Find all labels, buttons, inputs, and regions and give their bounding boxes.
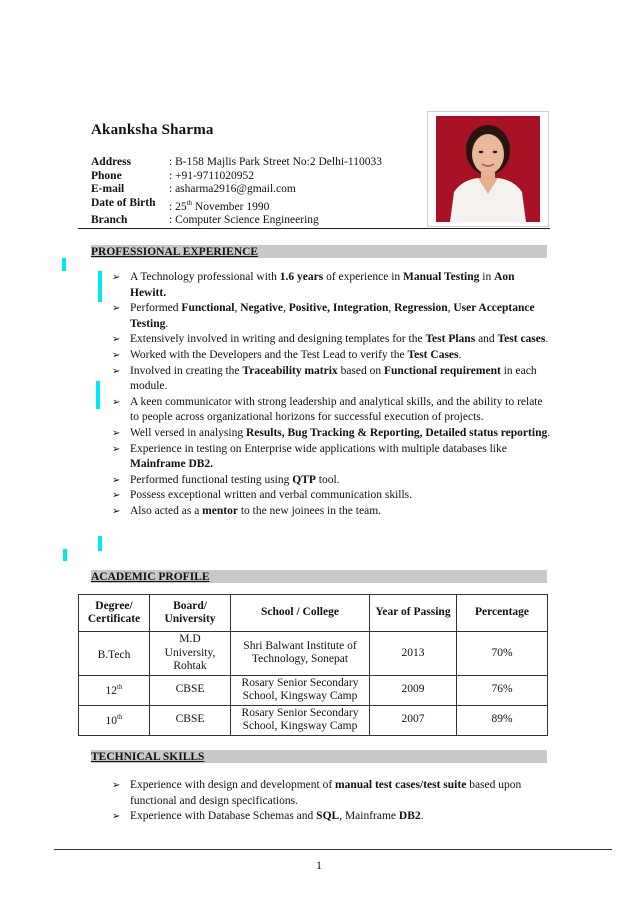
- item-text: ,: [234, 302, 241, 315]
- item-text: in each module.: [130, 364, 537, 393]
- item-text: Extensively involved in writing and designing templates for the: [130, 333, 426, 346]
- degree-cell: 12th: [79, 675, 150, 705]
- school-cell: Rosary Senior Secondary School, Kingsway Camp: [231, 705, 370, 735]
- dob-value: : 25th November 1990: [169, 198, 270, 213]
- branch-row: [91, 214, 382, 228]
- item-text: .: [420, 810, 424, 823]
- academic-profile-heading: ACADEMIC PROFILE: [91, 570, 547, 583]
- list-item: [112, 488, 552, 504]
- arrow-bullet-icon: ➢: [112, 490, 121, 502]
- list-item: [112, 442, 552, 473]
- page-number: 1: [316, 858, 322, 872]
- arrow-bullet-icon: ➢: [112, 334, 121, 346]
- arrow-bullet-icon: ➢: [112, 505, 121, 517]
- item-text: to the new joinees in the team.: [237, 504, 382, 517]
- address-row: [91, 156, 382, 170]
- item-text: and: [475, 333, 498, 346]
- item-text: Possess exceptional written and verbal communication skills.: [130, 489, 413, 502]
- item-text: based on: [337, 364, 384, 377]
- email-row: [91, 183, 382, 197]
- arrow-bullet-icon: ➢: [112, 272, 121, 283]
- board-cell: CBSE: [150, 675, 231, 705]
- emphasis-text: Test Plans: [425, 333, 476, 346]
- arrow-bullet-icon: ➢: [112, 811, 121, 823]
- emphasis-text: Functional: [181, 302, 235, 315]
- board-cell: CBSE: [150, 705, 231, 735]
- list-item: [112, 364, 552, 395]
- list-item: [112, 395, 552, 426]
- emphasis-text: Test Cases: [407, 348, 459, 361]
- year-cell: 2007: [370, 705, 457, 735]
- academic-table: [78, 594, 548, 736]
- emphasis-text: manual test cases/test suite: [335, 779, 467, 791]
- item-text: Experience in testing on Enterprise wide applications with multiple databases like: [130, 442, 507, 455]
- school-cell: Shri Balwant Institute of Technology, Sonepat: [231, 632, 370, 676]
- list-item: [112, 504, 552, 520]
- table-row: [79, 675, 548, 705]
- phone-label: Phone: [91, 169, 122, 182]
- dob-row: [91, 197, 382, 214]
- item-text: of experience in: [323, 271, 404, 283]
- branch-label: Branch: [91, 214, 128, 227]
- item-text: ,: [283, 302, 289, 315]
- emphasis-text: Manual Testing: [403, 271, 480, 283]
- emphasis-text: Aon Hewitt.: [130, 271, 515, 299]
- percentage-header: Percentage: [457, 595, 548, 632]
- percentage-cell: 76%: [457, 675, 548, 705]
- emphasis-text: Test cases: [497, 333, 546, 346]
- highlight-mark: [63, 549, 67, 561]
- technical-list: [112, 778, 552, 825]
- arrow-bullet-icon: ➢: [112, 396, 121, 408]
- table-header-row: [79, 595, 548, 632]
- item-text: Also acted as a: [130, 504, 203, 517]
- footer-divider: [54, 849, 612, 850]
- item-text: A keen communicator with strong leadership and analytical skills, and the ability to relate to people across organizational horizons for successful execution of projects.: [130, 395, 543, 424]
- item-text: tool.: [315, 473, 340, 486]
- item-text: based upon functional and design specifications.: [130, 779, 522, 807]
- list-item: [112, 809, 552, 825]
- degree-cell: 10th: [79, 705, 150, 735]
- item-text: .: [458, 348, 462, 361]
- list-item: [112, 426, 552, 442]
- item-text: Experience with design and development of: [130, 779, 336, 791]
- phone-row: [91, 170, 382, 184]
- emphasis-text: SQL: [316, 810, 340, 823]
- dob-label: Date of Birth: [91, 196, 156, 209]
- item-text: Experience with Database Schemas and: [130, 810, 317, 823]
- year-cell: 2013: [370, 632, 457, 676]
- highlight-mark: [98, 271, 102, 302]
- percentage-cell: 70%: [457, 632, 548, 676]
- emphasis-text: Regression: [394, 302, 448, 315]
- degree-cell: B.Tech: [79, 632, 150, 676]
- list-item: [112, 348, 552, 364]
- highlight-mark: [62, 258, 66, 271]
- phone-value: : +91-9711020952: [169, 169, 254, 182]
- board-cell: M.D University, Rohtak: [150, 632, 231, 676]
- item-text: A Technology professional with: [130, 271, 280, 283]
- emphasis-text: 1.6 years: [279, 271, 324, 283]
- item-text: Involved in creating the: [130, 364, 243, 377]
- profile-photo: [427, 111, 549, 227]
- technical-skills-heading: TECHNICAL SKILLS: [91, 750, 547, 763]
- email-label: E-mail: [91, 183, 125, 196]
- professional-experience-heading: PROFESSIONAL EXPERIENCE: [91, 245, 547, 258]
- highlight-mark: [96, 381, 100, 409]
- branch-value: : Computer Science Engineering: [169, 214, 319, 227]
- emphasis-text: QTP: [292, 473, 316, 486]
- arrow-bullet-icon: ➢: [112, 427, 121, 439]
- item-text: , Mainframe: [339, 810, 399, 823]
- emphasis-text: Functional requirement: [384, 364, 501, 377]
- table-row: [79, 632, 548, 676]
- school-cell: Rosary Senior Secondary School, Kingsway Camp: [231, 675, 370, 705]
- arrow-bullet-icon: ➢: [112, 443, 121, 455]
- list-item: [112, 332, 552, 348]
- item-text: .: [165, 317, 169, 330]
- list-item: [112, 270, 552, 301]
- degree-header: Degree/ Certificate: [79, 595, 150, 632]
- item-text: .: [547, 426, 551, 439]
- emphasis-text: Traceability matrix: [242, 364, 338, 377]
- arrow-bullet-icon: ➢: [112, 349, 121, 361]
- percentage-cell: 89%: [457, 705, 548, 735]
- emphasis-text: Results, Bug Tracking & Reporting, Detailed status reporting: [245, 426, 548, 439]
- year-header: Year of Passing: [370, 595, 457, 632]
- list-item: [112, 778, 552, 809]
- address-label: Address: [91, 156, 132, 168]
- arrow-bullet-icon: ➢: [112, 303, 121, 315]
- list-item: [112, 473, 552, 489]
- item-text: in: [479, 271, 495, 283]
- arrow-bullet-icon: ➢: [112, 780, 121, 791]
- board-header: Board/ University: [150, 595, 231, 632]
- emphasis-text: User Acceptance Testing: [130, 302, 535, 330]
- address-value: : B-158 Majlis Park Street No:2 Delhi-110033: [169, 156, 382, 168]
- year-cell: 2009: [370, 675, 457, 705]
- candidate-name: Akanksha Sharma: [91, 122, 214, 138]
- header-divider: [78, 228, 550, 229]
- emphasis-text: DB2: [398, 810, 421, 823]
- contact-details: [91, 156, 382, 228]
- table-row: [79, 705, 548, 735]
- arrow-bullet-icon: ➢: [112, 474, 121, 486]
- item-text: ,: [388, 302, 395, 315]
- emphasis-text: Negative: [240, 302, 284, 315]
- emphasis-text: Positive, Integration: [288, 302, 389, 315]
- school-header: School / College: [231, 595, 370, 632]
- highlight-mark: [98, 536, 102, 551]
- item-text: Performed: [130, 302, 182, 315]
- emphasis-text: Mainframe DB2.: [130, 458, 214, 471]
- item-text: Well versed in analysing: [130, 426, 246, 439]
- item-text: Performed functional testing using: [130, 473, 293, 486]
- email-value: : asharma2916@gmail.com: [169, 183, 296, 196]
- arrow-bullet-icon: ➢: [112, 365, 121, 377]
- emphasis-text: mentor: [202, 504, 238, 517]
- item-text: .: [545, 333, 549, 346]
- item-text: Worked with the Developers and the Test Lead to verify the: [130, 348, 408, 361]
- experience-list: [112, 270, 552, 520]
- item-text: ,: [447, 302, 454, 315]
- list-item: [112, 301, 552, 332]
